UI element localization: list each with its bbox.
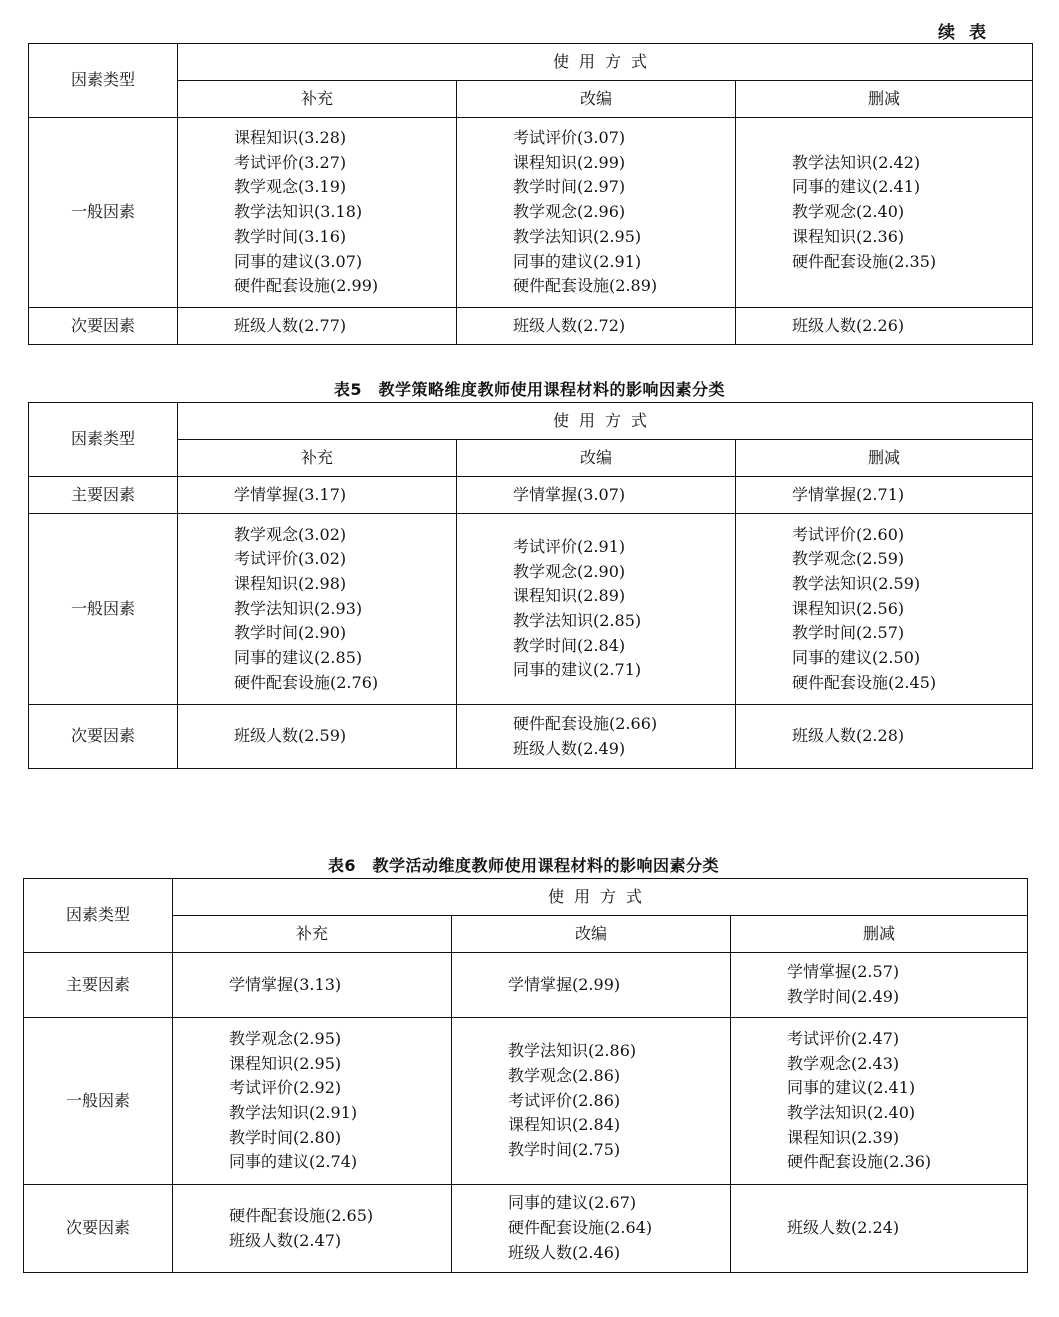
- table-body: [29, 403, 1033, 769]
- factor-item: 班级人数(2.24): [787, 1218, 900, 1238]
- factor-table-continued: [28, 43, 1033, 345]
- factor-cell: [452, 1185, 731, 1273]
- factor-item: 教学时间(2.84): [513, 635, 626, 655]
- factor-cell: [736, 514, 1033, 705]
- factor-item: 同事的建议(2.71): [513, 660, 642, 680]
- factor-item: 课程知识(2.89): [513, 586, 626, 606]
- factor-cell: [452, 1018, 731, 1185]
- factor-item: 教学观念(3.02): [234, 524, 347, 544]
- table-row: [29, 118, 1033, 308]
- method-header-adapt: 改编: [452, 916, 731, 953]
- factor-cell: [452, 953, 731, 1018]
- factor-item: 硬件配套设施(2.66): [513, 713, 658, 733]
- factor-cell: [178, 118, 457, 308]
- factor-item: 同事的建议(2.85): [234, 648, 363, 668]
- factor-item: 学情掌握(3.13): [229, 974, 342, 994]
- factor-item: 课程知识(3.28): [234, 128, 347, 148]
- factor-item: 学情掌握(2.57): [787, 962, 900, 982]
- factor-type-cell: 一般因素: [29, 514, 178, 705]
- factor-item: 教学法知识(2.86): [508, 1041, 637, 1061]
- table-row: [29, 514, 1033, 705]
- factor-cell: [173, 1185, 452, 1273]
- factor-cell: [457, 514, 736, 705]
- header-row: [24, 879, 1028, 916]
- factor-item: 学情掌握(3.07): [513, 484, 626, 504]
- factor-type-cell: 主要因素: [24, 953, 173, 1018]
- factor-item: 教学时间(2.49): [787, 987, 900, 1006]
- factor-cell: [731, 953, 1028, 1018]
- factor-item: 教学观念(2.40): [792, 202, 905, 222]
- factor-item: 教学观念(3.19): [234, 177, 347, 197]
- factor-item: 班级人数(2.26): [792, 315, 905, 335]
- factor-item: 教学观念(2.59): [792, 549, 905, 569]
- factor-item: 班级人数(2.47): [229, 1230, 342, 1250]
- table-body: [24, 879, 1028, 1273]
- factor-item: 教学时间(3.16): [234, 226, 347, 246]
- header-row: [29, 44, 1033, 81]
- subheader-row: [29, 81, 1033, 118]
- method-header-supplement: 补充: [173, 916, 452, 953]
- factor-item: 课程知识(2.39): [787, 1127, 900, 1147]
- factor-cell: [457, 477, 736, 514]
- factor-item: 硬件配套设施(2.65): [229, 1205, 374, 1225]
- factor-table-6: [23, 878, 1028, 1273]
- factor-item: 教学时间(2.75): [508, 1140, 621, 1160]
- table-row: [24, 1185, 1028, 1273]
- factor-item: 考试评价(2.91): [513, 536, 626, 556]
- factor-item: 教学观念(2.96): [513, 202, 626, 222]
- factor-cell: [173, 953, 452, 1018]
- table-row: [29, 308, 1033, 345]
- table6-caption: 表6 教学活动维度教师使用课程材料的影响因素分类: [327, 856, 720, 875]
- factor-item: 考试评价(3.07): [513, 128, 626, 148]
- method-header-supplement: 补充: [178, 81, 457, 118]
- factor-item: 同事的建议(2.41): [787, 1078, 916, 1098]
- factor-item: 教学法知识(2.91): [229, 1103, 358, 1122]
- factor-item: 学情掌握(3.17): [234, 484, 347, 504]
- factor-item: 考试评价(2.92): [229, 1078, 342, 1098]
- factor-item: 学情掌握(2.71): [792, 484, 905, 504]
- factor-item: 教学时间(2.90): [234, 623, 347, 643]
- table-row: [24, 1018, 1028, 1185]
- method-header-delete: 删减: [736, 81, 1033, 118]
- factor-cell: [736, 118, 1033, 308]
- factor-item: 考试评价(3.27): [234, 152, 347, 172]
- factor-type-cell: 一般因素: [24, 1018, 173, 1185]
- factor-cell: [178, 514, 457, 705]
- factor-cell: [457, 705, 736, 769]
- factor-item: 学情掌握(2.99): [508, 974, 621, 994]
- factor-item: 教学观念(2.90): [513, 561, 626, 581]
- table-row: [24, 953, 1028, 1018]
- factor-item: 同事的建议(3.07): [234, 251, 363, 271]
- factor-type-header: 因素类型: [29, 44, 178, 118]
- subheader-row: [24, 916, 1028, 953]
- factor-cell: [178, 477, 457, 514]
- factor-cell: [731, 1185, 1028, 1273]
- factor-item: 课程知识(2.84): [508, 1115, 621, 1135]
- continued-table-label: 续表: [938, 23, 1000, 43]
- factor-cell: [457, 118, 736, 308]
- factor-item: 硬件配套设施(2.35): [792, 251, 937, 271]
- factor-type-cell: 主要因素: [29, 477, 178, 514]
- factor-item: 同事的建议(2.74): [229, 1152, 358, 1172]
- factor-type-cell: 次要因素: [29, 705, 178, 769]
- factor-table-5: [28, 402, 1033, 769]
- factor-cell: [736, 477, 1033, 514]
- factor-type-cell: 次要因素: [24, 1185, 173, 1273]
- table5-caption: 表5 教学策略维度教师使用课程材料的影响因素分类: [333, 380, 726, 399]
- factor-item: 教学时间(2.57): [792, 623, 905, 643]
- subheader-row: [29, 440, 1033, 477]
- table-row: [29, 477, 1033, 514]
- factor-item: 课程知识(2.56): [792, 598, 905, 618]
- factor-item: 教学法知识(2.93): [234, 598, 363, 618]
- factor-item: 课程知识(2.36): [792, 226, 905, 246]
- factor-item: 班级人数(2.59): [234, 726, 347, 746]
- factor-item: 考试评价(3.02): [234, 549, 347, 569]
- factor-item: 课程知识(2.95): [229, 1053, 342, 1073]
- factor-item: 硬件配套设施(2.45): [792, 672, 937, 692]
- factor-item: 同事的建议(2.41): [792, 177, 921, 197]
- factor-item: 课程知识(2.98): [234, 573, 347, 593]
- table-body: [29, 44, 1033, 345]
- table-row: [29, 705, 1033, 769]
- factor-cell: [178, 705, 457, 769]
- method-header-adapt: 改编: [457, 81, 736, 118]
- factor-item: 硬件配套设施(2.76): [234, 672, 379, 692]
- factor-item: 同事的建议(2.50): [792, 648, 921, 668]
- factor-item: 考试评价(2.47): [787, 1028, 900, 1048]
- factor-item: 课程知识(2.99): [513, 152, 626, 172]
- usage-method-header: 使用方式: [178, 44, 1033, 81]
- usage-method-header: 使用方式: [173, 879, 1028, 916]
- factor-type-header: 因素类型: [29, 403, 178, 477]
- factor-item: 班级人数(2.28): [792, 726, 905, 746]
- factor-item: 硬件配套设施(2.89): [513, 276, 658, 296]
- factor-cell: [173, 1018, 452, 1185]
- factor-type-header: 因素类型: [24, 879, 173, 953]
- factor-item: 硬件配套设施(2.99): [234, 276, 379, 296]
- method-header-delete: 删减: [736, 440, 1033, 477]
- factor-item: 教学观念(2.95): [229, 1028, 342, 1048]
- factor-type-cell: 一般因素: [29, 118, 178, 308]
- header-row: [29, 403, 1033, 440]
- factor-item: 班级人数(2.77): [234, 315, 347, 335]
- method-header-adapt: 改编: [457, 440, 736, 477]
- factor-item: 教学法知识(3.18): [234, 202, 363, 222]
- factor-cell: [736, 308, 1033, 345]
- factor-item: 教学法知识(2.85): [513, 611, 642, 630]
- factor-item: 教学时间(2.97): [513, 177, 626, 197]
- factor-item: 同事的建议(2.91): [513, 251, 642, 271]
- factor-item: 同事的建议(2.67): [508, 1193, 637, 1213]
- factor-item: 教学法知识(2.42): [792, 152, 921, 172]
- factor-item: 教学时间(2.80): [229, 1127, 342, 1147]
- factor-item: 班级人数(2.46): [508, 1242, 621, 1262]
- factor-cell: [178, 308, 457, 345]
- factor-cell: [457, 308, 736, 345]
- factor-item: 教学观念(2.86): [508, 1065, 621, 1085]
- factor-item: 教学法知识(2.95): [513, 226, 642, 246]
- factor-item: 考试评价(2.86): [508, 1090, 621, 1110]
- factor-item: 硬件配套设施(2.36): [787, 1152, 932, 1172]
- factor-item: 班级人数(2.72): [513, 315, 626, 335]
- factor-item: 考试评价(2.60): [792, 524, 905, 544]
- factor-cell: [736, 705, 1033, 769]
- method-header-delete: 删减: [731, 916, 1028, 953]
- factor-item: 教学观念(2.43): [787, 1053, 900, 1073]
- factor-cell: [731, 1018, 1028, 1185]
- factor-item: 硬件配套设施(2.64): [508, 1218, 653, 1238]
- factor-type-cell: 次要因素: [29, 308, 178, 345]
- factor-item: 教学法知识(2.59): [792, 573, 921, 593]
- factor-item: 班级人数(2.49): [513, 738, 626, 758]
- method-header-supplement: 补充: [178, 440, 457, 477]
- usage-method-header: 使用方式: [178, 403, 1033, 440]
- factor-item: 教学法知识(2.40): [787, 1103, 916, 1122]
